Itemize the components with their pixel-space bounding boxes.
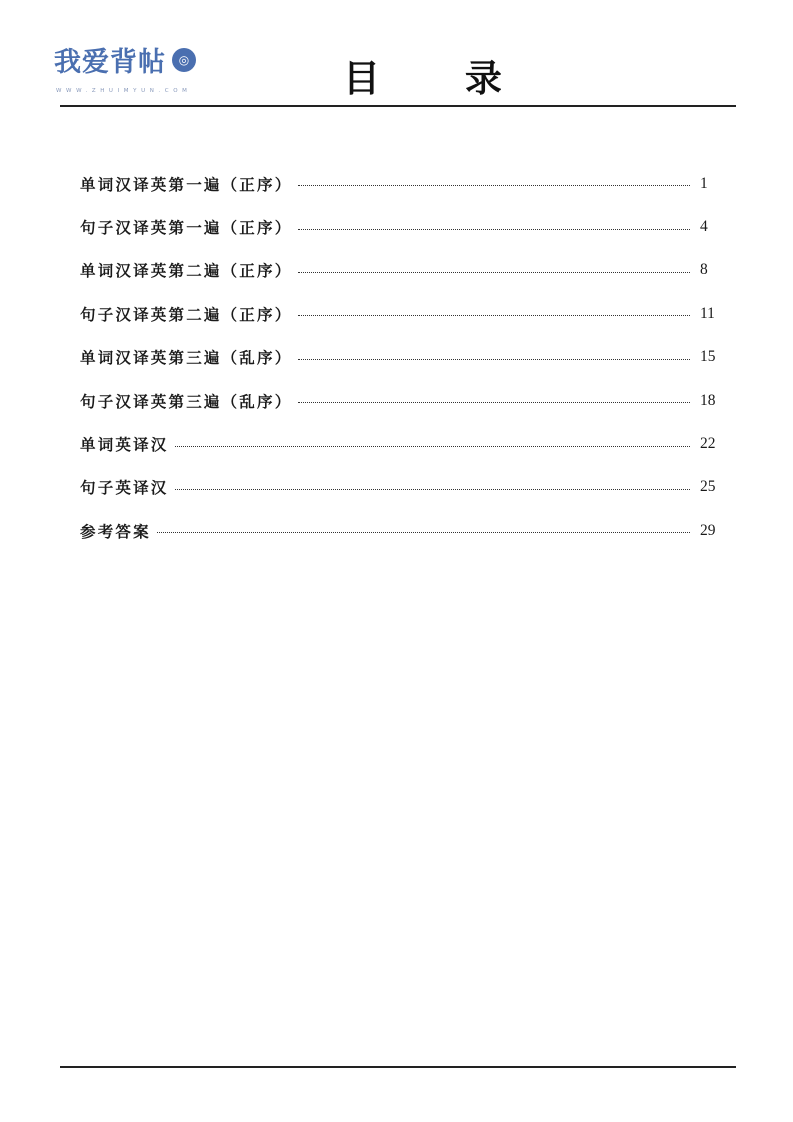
toc-entry-page: 1 — [700, 174, 708, 192]
toc-dot-leader — [298, 359, 690, 360]
brand-url: WWW.ZHUIMYUN.COM — [56, 88, 192, 94]
toc-entry[interactable] — [80, 292, 718, 335]
toc-entry[interactable] — [80, 466, 718, 509]
toc-entry[interactable] — [80, 162, 718, 205]
toc-entry-label: 句子英译汉 — [80, 479, 169, 498]
toc-entry-page: 29 — [700, 521, 716, 539]
toc-dot-leader — [298, 272, 690, 273]
toc-dot-leader — [175, 446, 690, 447]
header-rule — [60, 105, 736, 107]
toc-entry[interactable] — [80, 509, 718, 552]
toc-entry-label: 参考答案 — [80, 522, 151, 541]
toc-entry[interactable] — [80, 205, 718, 248]
toc-dot-leader — [157, 532, 690, 533]
brand-logo-text: 我爱背帖 — [54, 47, 166, 78]
toc-dot-leader — [175, 489, 690, 490]
toc-entry-label: 句子汉译英第二遍（正序） — [80, 305, 293, 324]
toc-entry-label: 单词英译汉 — [80, 436, 169, 455]
toc-dot-leader — [298, 229, 690, 230]
toc-entry-label: 单词汉译英第二遍（正序） — [80, 262, 293, 281]
toc-dot-leader — [298, 185, 690, 186]
toc-entry-label: 句子汉译英第三遍（乱序） — [80, 392, 293, 411]
toc-entry[interactable] — [80, 336, 718, 379]
page-title: 目 录 — [343, 57, 538, 100]
brand-logo — [54, 40, 196, 79]
toc-entry-label: 单词汉译英第一遍（正序） — [80, 175, 293, 194]
table-of-contents — [80, 162, 718, 553]
toc-entry[interactable] — [80, 379, 718, 422]
toc-entry-page: 15 — [700, 348, 716, 366]
toc-entry-page: 11 — [700, 304, 715, 322]
footer-rule — [60, 1066, 736, 1068]
toc-entry-page: 8 — [700, 261, 708, 279]
toc-dot-leader — [298, 315, 690, 316]
toc-entry-page: 22 — [700, 435, 716, 453]
toc-dot-leader — [298, 402, 690, 403]
toc-entry-page: 4 — [700, 218, 708, 236]
toc-entry-label: 句子汉译英第一遍（正序） — [80, 219, 293, 238]
toc-entry[interactable] — [80, 422, 718, 465]
toc-entry[interactable] — [80, 249, 718, 292]
brand-badge-icon: ◎ — [172, 48, 196, 72]
toc-entry-page: 25 — [700, 478, 716, 496]
toc-entry-label: 单词汉译英第三遍（乱序） — [80, 349, 293, 368]
toc-entry-page: 18 — [700, 391, 716, 409]
